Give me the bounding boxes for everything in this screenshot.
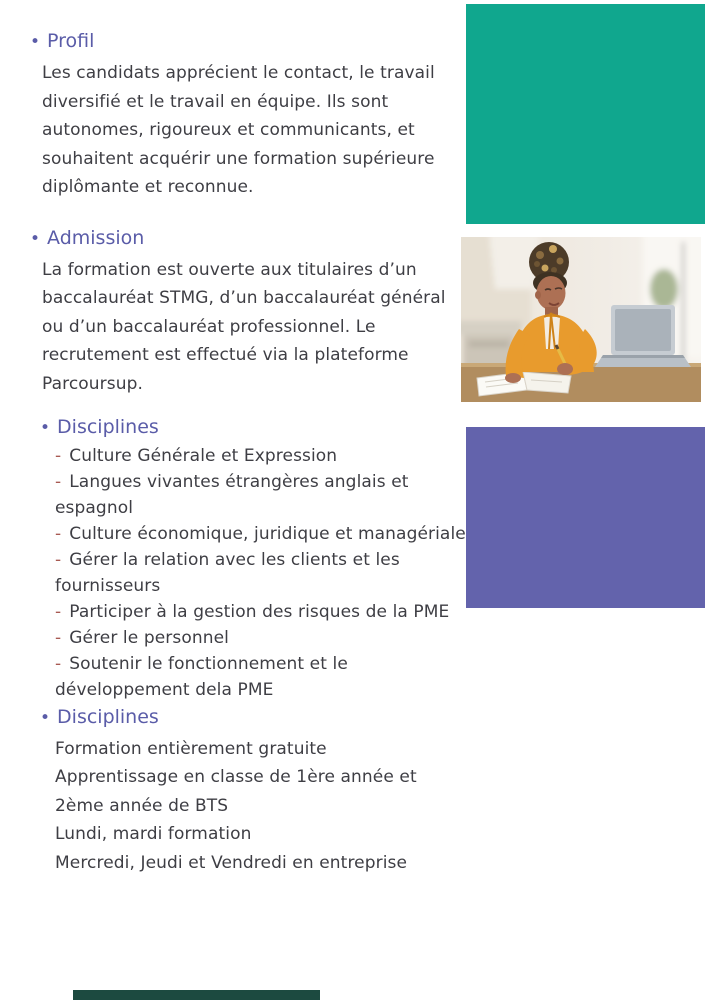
bullet-icon: • xyxy=(40,708,51,728)
admission-body: La formation est ouverte aux titulaires d’un baccalauréat STMG, d’un baccalauréat général ou d’un baccalauréat professionnel. Le recrutement est effectué via la plateforme Parcoursup. xyxy=(42,259,446,394)
disciplines-1-heading xyxy=(40,415,470,440)
dash-icon: - xyxy=(55,602,62,622)
dash-icon: - xyxy=(55,446,62,466)
section-admission xyxy=(30,226,470,399)
dash-icon: - xyxy=(55,524,62,544)
dash-icon: - xyxy=(55,472,62,492)
list-item xyxy=(55,547,470,599)
list-item xyxy=(55,599,470,625)
list-item-label: Gérer le personnel xyxy=(69,628,229,648)
dash-icon: - xyxy=(55,654,62,674)
teal-color-block xyxy=(466,4,705,224)
disciplines-2-lines xyxy=(55,735,470,877)
admission-title: Admission xyxy=(47,226,145,249)
profil-body: Les candidats apprécient le contact, le travail diversifié et le travail en équipe. Ils sont autonomes, rigoureux et communicants, et souhaitent acquérir une formation supérieure diplômante et reconnue. xyxy=(42,63,435,197)
admission-heading xyxy=(30,226,470,251)
list-item-label: Gérer la relation avec les clients et les fournisseurs xyxy=(55,550,400,596)
info-line: Mercredi, Jeudi et Vendredi en entreprise xyxy=(55,852,408,873)
section-disciplines-2 xyxy=(40,705,470,877)
list-item xyxy=(55,651,470,703)
disciplines-2-title: Disciplines xyxy=(57,706,159,728)
profil-heading xyxy=(30,29,470,54)
list-item xyxy=(55,443,470,469)
list-item-label: Soutenir le fonctionnement et le développement dela PME xyxy=(55,654,348,700)
list-item xyxy=(55,521,470,547)
purple-color-block xyxy=(466,427,705,608)
list-item xyxy=(55,625,470,651)
dash-icon: - xyxy=(55,550,62,570)
student-photo-illustration xyxy=(461,237,701,402)
section-disciplines-1 xyxy=(40,415,470,703)
list-item-label: Langues vivantes étrangères anglais et espagnol xyxy=(55,472,409,518)
bullet-icon: • xyxy=(30,228,41,249)
list-item-label: Culture économique, juridique et managériale xyxy=(69,524,466,544)
section-profil xyxy=(30,29,470,202)
disciplines-2-heading xyxy=(40,705,470,730)
info-line: Lundi, mardi formation xyxy=(55,824,252,845)
dash-icon: - xyxy=(55,628,62,648)
info-line: Apprentissage en classe de 1ère année et 2ème année de BTS xyxy=(55,767,417,816)
info-line: Formation entièrement gratuite xyxy=(55,739,327,759)
footer-accent-bar xyxy=(73,990,320,1000)
student-photo xyxy=(461,237,701,402)
content-column xyxy=(30,29,470,877)
profil-title: Profil xyxy=(47,30,95,52)
disciplines-list xyxy=(55,443,470,703)
disciplines-1-title: Disciplines xyxy=(57,416,159,438)
list-item xyxy=(55,469,470,521)
list-item-label: Participer à la gestion des risques de la PME xyxy=(69,602,450,622)
list-item-label: Culture Générale et Expression xyxy=(69,446,338,466)
bullet-icon: • xyxy=(30,32,41,52)
bullet-icon: • xyxy=(40,418,51,438)
